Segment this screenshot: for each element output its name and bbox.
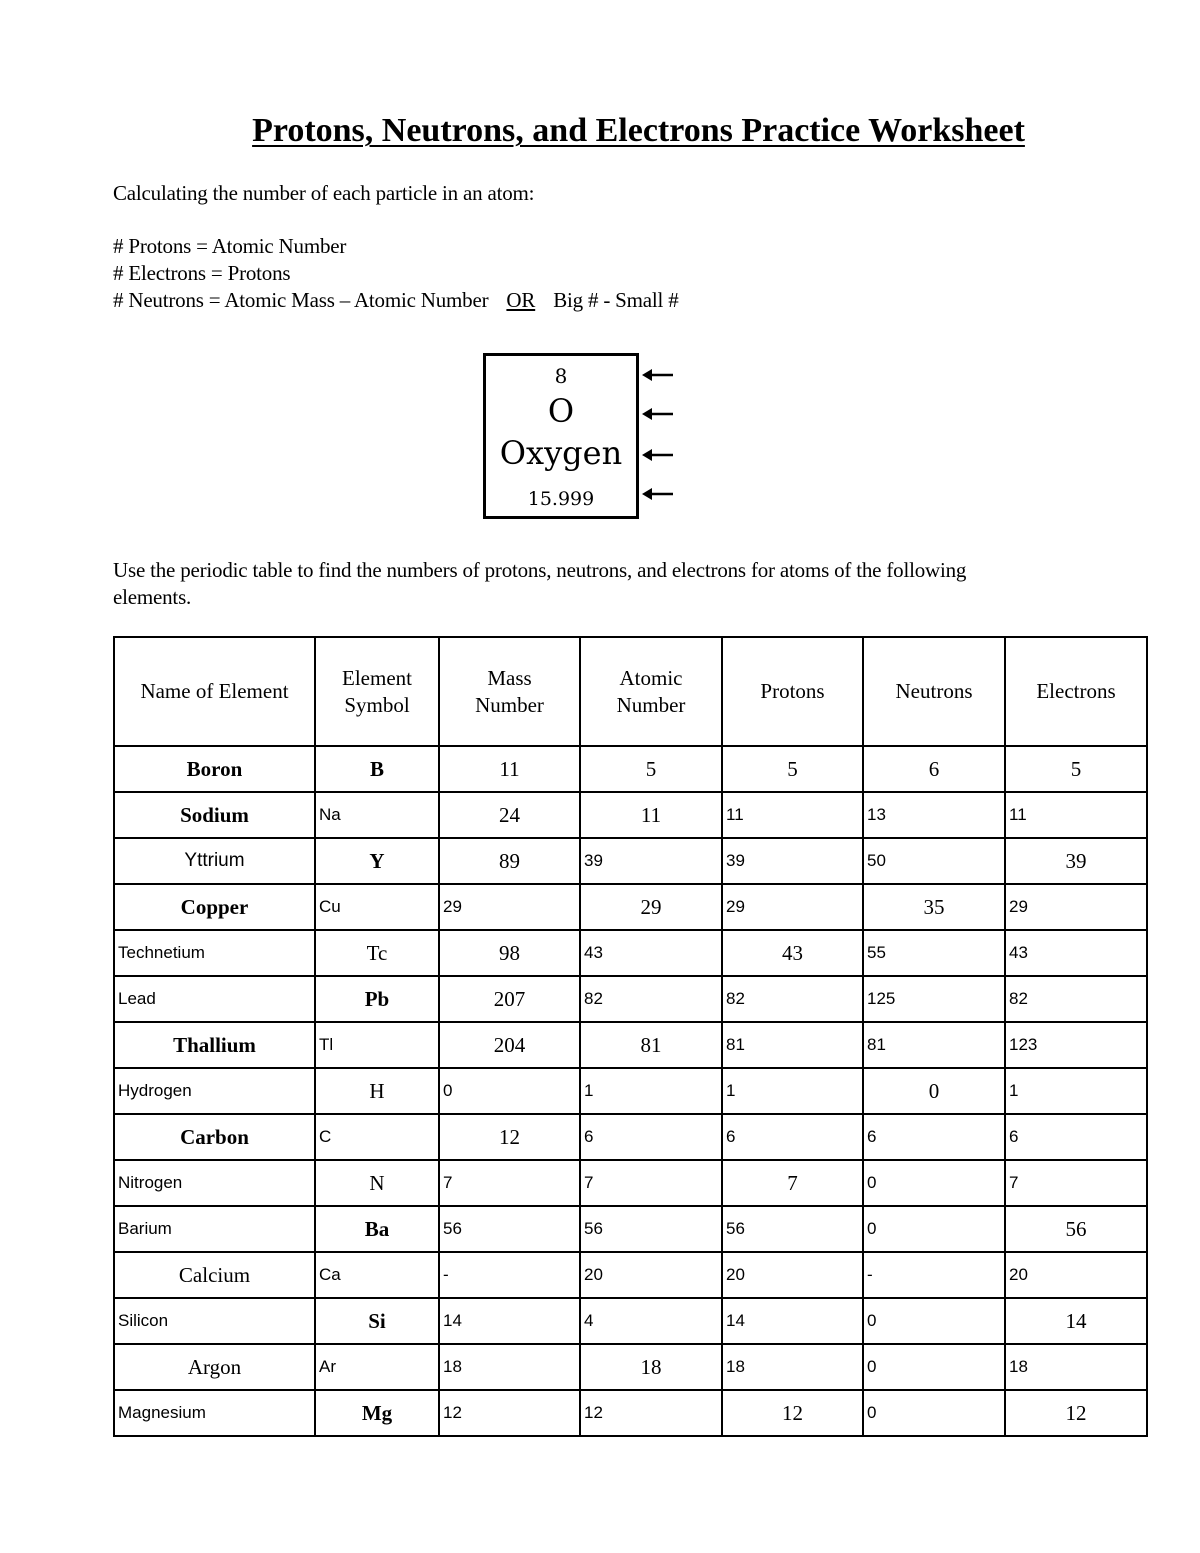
cell-neutrons: 13 [863, 792, 1005, 838]
table-row [114, 976, 1147, 1022]
cell-element-name: Thallium [114, 1022, 315, 1068]
cell-protons: 7 [722, 1160, 863, 1206]
cell-protons: 20 [722, 1252, 863, 1298]
table-row [114, 1068, 1147, 1114]
instructions-line-2: elements. [113, 585, 192, 609]
cell-element-name: Boron [114, 746, 315, 792]
cell-atomic-number: 20 [580, 1252, 722, 1298]
left-arrow-icon [642, 448, 674, 462]
cell-electrons: 7 [1005, 1160, 1147, 1206]
column-header [439, 637, 580, 746]
cell-mass-number: 24 [439, 792, 580, 838]
column-header [580, 637, 722, 746]
column-header-text: Electrons [1036, 679, 1116, 703]
cell-neutrons: 125 [863, 976, 1005, 1022]
cell-element-symbol: Si [315, 1298, 439, 1344]
cell-protons: 39 [722, 838, 863, 884]
left-arrow-icon [642, 368, 674, 382]
column-header [722, 637, 863, 746]
cell-atomic-number: 6 [580, 1114, 722, 1160]
column-header-text: Atomic [619, 665, 683, 690]
table-row [114, 1298, 1147, 1344]
table-row [114, 838, 1147, 884]
cell-element-symbol: Ba [315, 1206, 439, 1252]
cell-protons: 14 [722, 1298, 863, 1344]
cell-protons: 81 [722, 1022, 863, 1068]
cell-element-name: Nitrogen [114, 1160, 315, 1206]
cell-element-symbol: Mg [315, 1390, 439, 1436]
cell-atomic-number: 39 [580, 838, 722, 884]
cell-electrons: 39 [1005, 838, 1147, 884]
cell-element-name: Silicon [114, 1298, 315, 1344]
cell-protons: 56 [722, 1206, 863, 1252]
table-row [114, 1206, 1147, 1252]
cell-atomic-number: 1 [580, 1068, 722, 1114]
table-row [114, 884, 1147, 930]
cell-element-symbol: Ar [315, 1344, 439, 1390]
cell-element-symbol: Na [315, 792, 439, 838]
cell-electrons: 1 [1005, 1068, 1147, 1114]
cell-electrons: 56 [1005, 1206, 1147, 1252]
cell-atomic-number: 29 [580, 884, 722, 930]
formula-protons: # Protons = Atomic Number [113, 234, 347, 258]
cell-neutrons: 0 [863, 1160, 1005, 1206]
cell-protons: 18 [722, 1344, 863, 1390]
table-row [114, 792, 1147, 838]
cell-neutrons: 6 [863, 1114, 1005, 1160]
cell-element-symbol: Tc [315, 930, 439, 976]
cell-mass-number: 11 [439, 746, 580, 792]
cell-element-symbol: C [315, 1114, 439, 1160]
column-header-text: Neutrons [895, 679, 973, 703]
column-header-text: Protons [760, 679, 825, 703]
cell-mass-number: 89 [439, 838, 580, 884]
cell-protons: 12 [722, 1390, 863, 1436]
table-row [114, 746, 1147, 792]
cell-atomic-number: 82 [580, 976, 722, 1022]
column-header-text: Symbol [344, 692, 410, 717]
cell-mass-number: - [439, 1252, 580, 1298]
table-row [114, 1022, 1147, 1068]
cell-neutrons: 0 [863, 1344, 1005, 1390]
cell-element-symbol: H [315, 1068, 439, 1114]
cell-element-name: Technetium [114, 930, 315, 976]
cell-neutrons: 0 [863, 1068, 1005, 1114]
card-symbol: O [547, 392, 575, 430]
oxygen-example-card [483, 353, 639, 519]
cell-electrons: 18 [1005, 1344, 1147, 1390]
formula-electrons: # Electrons = Protons [113, 261, 291, 285]
column-header [114, 637, 315, 746]
formula-neutrons [113, 288, 679, 313]
card-element-name: Oxygen [499, 434, 623, 472]
cell-mass-number: 18 [439, 1344, 580, 1390]
table-row [114, 1344, 1147, 1390]
cell-mass-number: 14 [439, 1298, 580, 1344]
column-header-text: Element [342, 665, 412, 690]
column-header [1005, 637, 1147, 746]
worksheet-title: Protons, Neutrons, and Electrons Practice Worksheet [252, 112, 1025, 149]
cell-atomic-number: 7 [580, 1160, 722, 1206]
cell-protons: 1 [722, 1068, 863, 1114]
cell-element-name: Sodium [114, 792, 315, 838]
cell-electrons: 14 [1005, 1298, 1147, 1344]
card-atomic-mass: 15.999 [527, 488, 595, 510]
cell-element-name: Lead [114, 976, 315, 1022]
table-row [114, 1252, 1147, 1298]
cell-protons: 82 [722, 976, 863, 1022]
cell-neutrons: - [863, 1252, 1005, 1298]
left-arrow-icon [642, 487, 674, 501]
cell-element-symbol: Cu [315, 884, 439, 930]
cell-mass-number: 98 [439, 930, 580, 976]
formula-or: OR [506, 288, 536, 312]
cell-element-symbol: Y [315, 838, 439, 884]
cell-mass-number: 12 [439, 1390, 580, 1436]
cell-neutrons: 0 [863, 1206, 1005, 1252]
left-arrow-icon [642, 407, 674, 421]
cell-electrons: 11 [1005, 792, 1147, 838]
cell-element-name: Carbon [114, 1114, 315, 1160]
cell-atomic-number: 4 [580, 1298, 722, 1344]
cell-neutrons: 0 [863, 1390, 1005, 1436]
cell-electrons: 123 [1005, 1022, 1147, 1068]
cell-mass-number: 7 [439, 1160, 580, 1206]
formula-neutrons-text: # Neutrons = Atomic Mass – Atomic Number [113, 288, 489, 312]
cell-element-symbol: B [315, 746, 439, 792]
cell-mass-number: 0 [439, 1068, 580, 1114]
cell-electrons: 5 [1005, 746, 1147, 792]
cell-element-name: Yttrium [114, 838, 315, 884]
cell-atomic-number: 18 [580, 1344, 722, 1390]
table-row [114, 1114, 1147, 1160]
cell-element-name: Hydrogen [114, 1068, 315, 1114]
cell-element-symbol: Tl [315, 1022, 439, 1068]
cell-mass-number: 29 [439, 884, 580, 930]
cell-element-symbol: N [315, 1160, 439, 1206]
cell-neutrons: 35 [863, 884, 1005, 930]
cell-element-name: Argon [114, 1344, 315, 1390]
cell-mass-number: 204 [439, 1022, 580, 1068]
cell-atomic-number: 12 [580, 1390, 722, 1436]
cell-neutrons: 81 [863, 1022, 1005, 1068]
cell-atomic-number: 43 [580, 930, 722, 976]
cell-mass-number: 207 [439, 976, 580, 1022]
cell-mass-number: 56 [439, 1206, 580, 1252]
cell-atomic-number: 11 [580, 792, 722, 838]
cell-neutrons: 50 [863, 838, 1005, 884]
cell-element-name: Copper [114, 884, 315, 930]
cell-electrons: 20 [1005, 1252, 1147, 1298]
cell-protons: 5 [722, 746, 863, 792]
cell-electrons: 29 [1005, 884, 1147, 930]
cell-atomic-number: 5 [580, 746, 722, 792]
cell-electrons: 6 [1005, 1114, 1147, 1160]
cell-element-name: Calcium [114, 1252, 315, 1298]
cell-element-name: Barium [114, 1206, 315, 1252]
intro-text: Calculating the number of each particle in an atom: [113, 181, 535, 205]
column-header-text: Mass [487, 665, 532, 690]
cell-protons: 29 [722, 884, 863, 930]
cell-atomic-number: 81 [580, 1022, 722, 1068]
cell-protons: 43 [722, 930, 863, 976]
cell-neutrons: 55 [863, 930, 1005, 976]
cell-atomic-number: 56 [580, 1206, 722, 1252]
table-row [114, 1160, 1147, 1206]
cell-neutrons: 6 [863, 746, 1005, 792]
cell-element-name: Magnesium [114, 1390, 315, 1436]
formula-neutrons-alt: Big # - Small # [553, 288, 679, 312]
cell-electrons: 82 [1005, 976, 1147, 1022]
cell-neutrons: 0 [863, 1298, 1005, 1344]
column-header-text: Number [475, 692, 544, 717]
column-header-text: Number [616, 692, 686, 717]
cell-protons: 11 [722, 792, 863, 838]
table-row [114, 1390, 1147, 1436]
table-header-row [114, 637, 1147, 746]
cell-electrons: 43 [1005, 930, 1147, 976]
instructions-line-1: Use the periodic table to find the numbers of protons, neutrons, and electrons for atoms of the following [113, 558, 967, 582]
card-atomic-number: 8 [554, 364, 568, 388]
column-header [863, 637, 1005, 746]
column-header-text: Name of Element [140, 679, 289, 703]
element-table [113, 636, 1148, 1437]
cell-element-symbol: Pb [315, 976, 439, 1022]
cell-protons: 6 [722, 1114, 863, 1160]
cell-element-symbol: Ca [315, 1252, 439, 1298]
table-row [114, 930, 1147, 976]
column-header [315, 637, 439, 746]
cell-electrons: 12 [1005, 1390, 1147, 1436]
cell-mass-number: 12 [439, 1114, 580, 1160]
